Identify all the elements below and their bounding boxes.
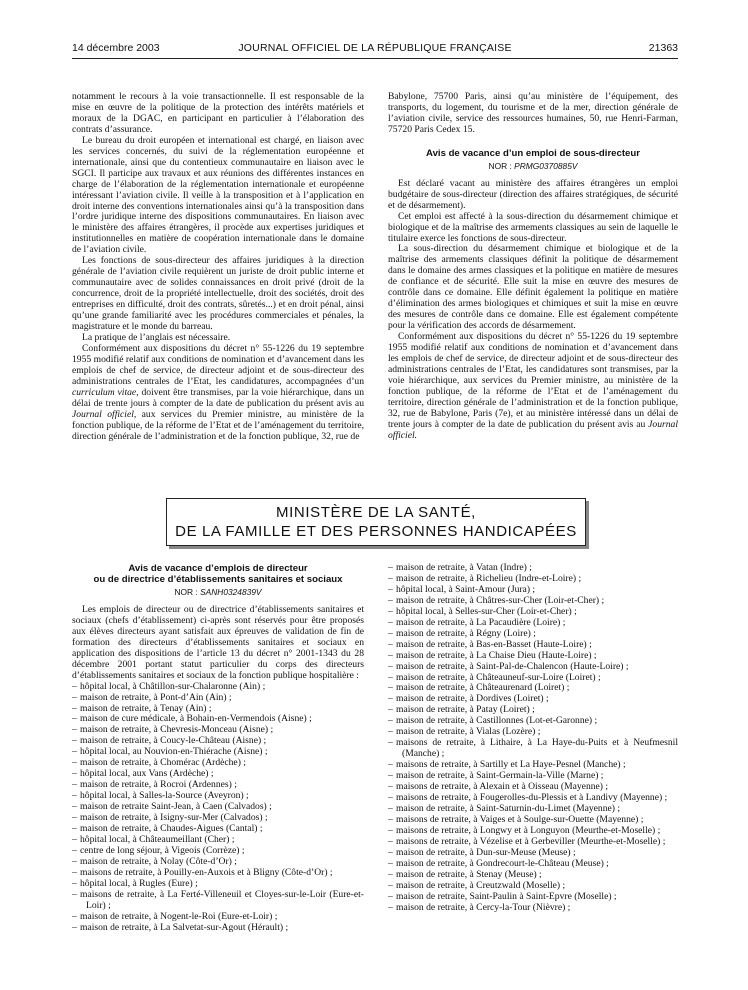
paragraph: La pratique de l’anglais est nécessaire. xyxy=(82,331,231,343)
list-item: – maison de retraite, à Saint-Pal-de-Chalencon (Haute-Loire) ; xyxy=(388,662,678,673)
list-item: – maison de retraite, à Pont-d’Ain (Ain) ; xyxy=(72,693,364,704)
list-item: – maisons de retraite, à Alexain et à Oisseau (Mayenne) ; xyxy=(388,782,678,793)
nor-label: NOR : xyxy=(174,587,198,597)
page-number: 21363 xyxy=(648,42,678,54)
list-item: – maison de retraite, à Dordives (Loiret) ; xyxy=(388,694,678,705)
nor-code: PRMG0370885V xyxy=(514,160,578,171)
list-item: – maison de retraite Saint-Jean, à Caen (Calvados) ; xyxy=(72,802,364,813)
list-item: – hôpital local, à Châteaumeillant (Cher) ; xyxy=(72,835,364,846)
notice-title: Avis de vacance d’un emploi de sous-directeur xyxy=(426,147,640,159)
paragraph: Les fonctions de sous-directeur des affaires juridiques à la direction générale de l’aviation civile requièrent un juriste de droit public interne et communautaire avec de solides connaissances en droit privé (droit de la concurrence, droit de la propriété intellectuelle, droit des sociétés, droit des entreprises en difficulté, droit des contrats, sûretés...) et en droit pénal, ainsi qu’une grande familiarité avec les procédures commerciales et pénales, la magistrature et le monde du barreau. xyxy=(72,255,364,333)
list-item: – maisons de retraite, à Vézelise et à Gerbeviller (Meurthe-et-Moselle) ; xyxy=(388,837,678,848)
list-item: – maisons de retraite, à Sartilly et La Haye-Pesnel (Manche) ; xyxy=(388,760,678,771)
bottom-right-column xyxy=(388,563,678,914)
list-item: – maisons de retraite, à Fougerolles-du-Plessis et à Landivy (Mayenne) ; xyxy=(388,793,678,804)
list-item: – maison de retraite, à Vatan (Indre) ; xyxy=(388,563,678,574)
list-item: – maison de retraite, à Vialas (Lozère) ; xyxy=(388,727,678,738)
list-item: – maison de retraite, à Cercy-la-Tour (Nièvre) ; xyxy=(388,903,678,914)
list-item: – maison de retraite, à Châteauneuf-sur-Loire (Loiret) ; xyxy=(388,673,678,684)
list-item: – maison de retraite, à Gondrecourt-le-Château (Meuse) ; xyxy=(388,859,678,870)
paragraph: Les emplois de directeur ou de directrice d’établissements sanitaires et sociaux (chefs d’établissement) ci-après sont réservés pour être proposés aux élèves directeurs ayant satisfait aux épreuves de validation de fin de formation des directeurs d’établissements sanitaires et sociaux en application des dispositions de l’article 13 du décret n° 2001-1343 du 28 décembre 2001 portant statut particulier du corps des directeurs d’établissements sanitaires et sociaux de la fonction publique hospitalière : xyxy=(72,603,364,681)
list-item: – maison de retraite, à Chomérac (Ardèche) ; xyxy=(72,758,364,769)
list-item: – maison de retraite, à Saint-Saturnin-du-Limet (Mayenne) ; xyxy=(388,804,678,815)
notice-title: ou de directrice d’établissements sanitaires et sociaux xyxy=(93,574,343,585)
list-item: – maison de retraite, à Tenay (Ain) ; xyxy=(72,704,364,715)
list-item: – maison de retraite, à Saint-Germain-la-Ville (Marne) ; xyxy=(388,771,678,782)
ministry-heading xyxy=(166,498,586,546)
list-item: – maison de retraite, à Châteaurenard (Loiret) ; xyxy=(388,683,678,694)
paragraph: Est déclaré vacant au ministère des affaires étrangères un emploi budgétaire de sous-directeur (direction des affaires stratégiques, de sécurité et de désarmement). xyxy=(388,177,678,211)
list-item: – maison de retraite, à Coucy-le-Château (Aisne) ; xyxy=(72,736,364,747)
establishment-list xyxy=(72,682,364,934)
list-item: – maison de retraite, à La Pacaudière (Loire) ; xyxy=(388,618,678,629)
list-item: – centre de long séjour, à Vigeois (Corrèze) ; xyxy=(72,846,364,857)
paragraph: Le bureau du droit européen et international est chargé, en liaison avec les services concernés, du suivi de la réglementation européenne et internationale, ainsi que du contentieux communautaire en liaison avec le SGCI. Il participe aux travaux et aux réunions des différentes instances en charge de l’élaboration de la réglementation internationale et européenne intéressant l’aviation civile. Il veille à la transposition et à l’application en droit interne des conventions internationales ainsi qu’à la transposition dans l’ordre juridique interne des dispositions communautaires. En liaison avec le ministère des affaires étrangères, il procède aux expertises juridiques et institutionnelles en matière de coopération internationale dans le domaine de l’aviation civile. xyxy=(72,134,364,256)
list-item: – maison de retraite, Saint-Paulin à Saint-Epvre (Moselle) ; xyxy=(388,892,678,903)
text-run: aux services du Premier ministre, au ministère de la fonction publique, de la réforme de l’Etat et de l’aménagement du territoire, direction générale de l’administration et de la fonction publique, 32, rue de xyxy=(72,408,364,442)
list-item: – hôpital local, à Châtillon-sur-Chalaronne (Ain) ; xyxy=(72,682,364,693)
page-header xyxy=(72,42,678,56)
nor-label: NOR : xyxy=(488,160,512,171)
issue-date: 14 décembre 2003 xyxy=(72,42,160,54)
list-item: – hôpital local, à Rugles (Eure) ; xyxy=(72,879,364,890)
top-left-column xyxy=(72,92,364,443)
list-item: – maison de retraite, à La Chaise Dieu (Haute-Loire) ; xyxy=(388,651,678,662)
nor-code: SANH0324839V xyxy=(200,587,262,597)
list-item: – maison de retraite, à Régny (Loire) ; xyxy=(388,629,678,640)
list-item: – hôpital local, au Nouvion-en-Thiérache (Aisne) ; xyxy=(72,747,364,758)
journal-title: JOURNAL OFFICIEL DE LA RÉPUBLIQUE FRANÇAISE xyxy=(238,42,512,54)
paragraph: Cet emploi est affecté à la sous-direction du désarmement chimique et biologique et de la maîtrise des armements classiques au sein de laquelle le titulaire exerce les fonctions de sous-directeur. xyxy=(388,210,678,244)
top-right-column xyxy=(388,92,678,442)
list-item: – hôpital local, aux Vans (Ardèche) ; xyxy=(72,769,364,780)
nor-reference xyxy=(72,587,364,598)
paragraph: Babylone, 75700 Paris, ainsi qu’au ministère de l’équipement, des transports, du logement, du tourisme et de la mer, direction générale de l’aviation civile, service des ressources humaines, 50, rue Henri-Farman, 75720 Paris Cedex 15. xyxy=(388,91,678,135)
list-item: – maison de retraite, à Isigny-sur-Mer (Calvados) ; xyxy=(72,813,364,824)
list-item: – maison de retraite, à Bas-en-Basset (Haute-Loire) ; xyxy=(388,640,678,651)
list-item: – maisons de retraite, à Lithaire, à La Haye-du-Puits et à Neufmesnil (Manche) ; xyxy=(388,738,678,760)
list-item: – hôpital local, à Saint-Amour (Jura) ; xyxy=(388,585,678,596)
list-item: – maison de retraite, à Chevresis-Monceau (Aisne) ; xyxy=(72,725,364,736)
list-item: – maisons de retraite, à Pouilly-en-Auxois et à Bligny (Côte-d’Or) ; xyxy=(72,868,364,879)
list-item: – maisons de retraite, à Vaiges et à Soulge-sur-Ouette (Mayenne) ; xyxy=(388,815,678,826)
list-item: – maison de retraite, à Creutzwald (Moselle) ; xyxy=(388,881,678,892)
list-item: – maison de retraite, à Castillonnes (Lot-et-Garonne) ; xyxy=(388,716,678,727)
list-item: – maisons de retraite, à Longwy et à Longuyon (Meurthe-et-Moselle) ; xyxy=(388,826,678,837)
text-run: Conformément aux dispositions du décret n° 55-1226 du 19 septembre 1955 modifié relatif aux conditions de nomination et d’avancement dans les emplois de chef de service, de directeur adjoint et de sous-directeur des administrations centrales de l’Etat, les candidatures sont transmises, par la voie hiérarchique, aux services du Premier ministre, au ministère de la fonction publique, de la réforme de l’Etat et de l’aménagement du territoire, direction générale de l’administration et de la fonction publique, 32, rue de Babylone, Paris (7e), et au ministère intéressé dans un délai de trente jours à compter de la date de publication du présent avis au xyxy=(388,331,678,430)
paragraph xyxy=(72,344,364,443)
list-item: – hôpital local, à Selles-sur-Cher (Loir-et-Cher) ; xyxy=(388,607,678,618)
paragraph: notamment le recours à la voie transactionnelle. Il est responsable de la mise en œuvre de la politique de la protection des intérêts matériels et moraux de la DGAC, en participant en particulier à l’élaboration des contrats d’assurance. xyxy=(72,91,364,135)
nor-reference xyxy=(388,161,678,172)
list-item: – hôpital local, à Salles-la-Source (Aveyron) ; xyxy=(72,791,364,802)
list-item: – maison de retraite, à Dun-sur-Meuse (Meuse) ; xyxy=(388,848,678,859)
paragraph xyxy=(388,332,678,442)
list-item: – maison de retraite, à Nolay (Côte-d’Or) ; xyxy=(72,857,364,868)
list-item: – maison de retraite, à Patay (Loiret) ; xyxy=(388,705,678,716)
paragraph: La sous-direction du désarmement chimique et biologique et de la maîtrise des armements classiques définit la politique de désarmement dans le domaine des armes classiques et la politique en matière de mesures de confiance et de sécurité. Elle suit la mise en œuvre des mesures de contrôle dans ce domaine. Elle définit également la politique en matière d’élimination des armes biologiques et chimiques et suit la mise en œuvre des mesures de contrôle dans ce domaine. Elle est également compétente pour la vérification des accords de désarmement. xyxy=(388,243,678,332)
list-item: – maisons de retraite, à La Ferté-Villeneuil et Cloyes-sur-le-Loir (Eure-et-Loir) ; xyxy=(72,890,364,912)
establishment-list xyxy=(388,563,678,914)
italic-run: Journal officiel. xyxy=(388,418,678,441)
list-item: – maison de retraite, à Stenay (Meuse) ; xyxy=(388,870,678,881)
ministry-line: MINISTÈRE DE LA SANTÉ, xyxy=(276,504,476,521)
list-item: – maison de retraite, à Richelieu (Indre-et-Loire) ; xyxy=(388,574,678,585)
list-item: – maison de cure médicale, à Bohain-en-Vermendois (Aisne) ; xyxy=(72,714,364,725)
notice-title: Avis de vacance d’emplois de directeur xyxy=(128,563,308,574)
ministry-line: DE LA FAMILLE ET DES PERSONNES HANDICAPÉES xyxy=(175,523,577,540)
text-run: doivent être transmises, par la voie hiérarchique, dans un délai de trente jours à compter de la date de publication du présent avis au xyxy=(72,386,364,409)
bottom-left-column xyxy=(72,563,364,934)
list-item: – maison de retraite, à Rocroi (Ardennes) ; xyxy=(72,780,364,791)
list-item: – maison de retraite, à Chaudes-Aigues (Cantal) ; xyxy=(72,824,364,835)
italic-run: curriculum vitae, xyxy=(72,386,139,398)
list-item: – maison de retraite, à Châtres-sur-Cher (Loir-et-Cher) ; xyxy=(388,596,678,607)
list-item: – maison de retraite, à La Salvetat-sur-Agout (Hérault) ; xyxy=(72,923,364,934)
text-run: Conformément aux dispositions du décret n° 55-1226 du 19 septembre 1955 modifié relatif aux conditions de nomination et d’avancement dans les emplois de chef de service, de directeur adjoint et de sous-directeur des administrations centrales de l’Etat, les candidatures, accompagnées d’un xyxy=(72,342,364,387)
italic-run: Journal officiel, xyxy=(72,408,137,420)
header-rule xyxy=(72,58,678,59)
list-item: – maison de retraite, à Nogent-le-Roi (Eure-et-Loir) ; xyxy=(72,912,364,923)
